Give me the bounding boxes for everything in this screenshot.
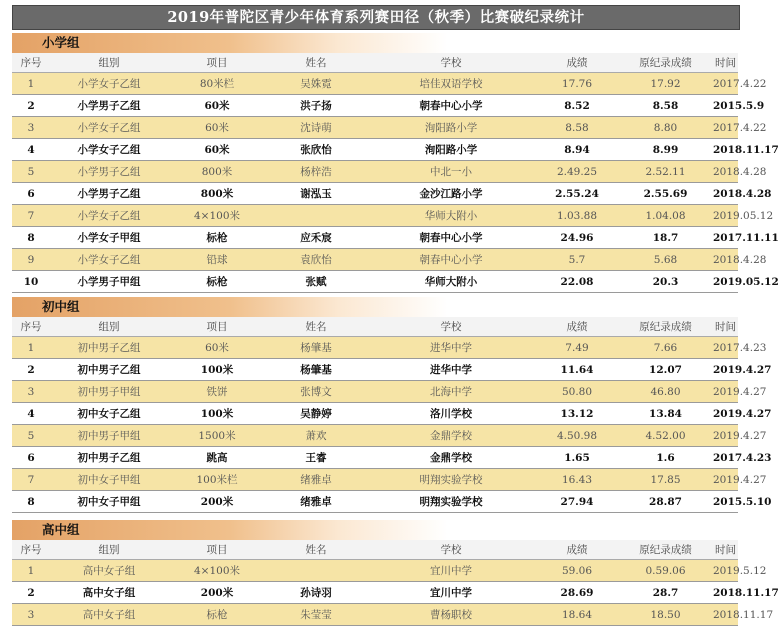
table-cell: 初中男子乙组 (50, 447, 168, 469)
table-cell: 2017.4.22 (713, 73, 738, 95)
table-cell: 18.7 (618, 227, 713, 249)
table-cell: 2 (12, 95, 50, 117)
table-cell: 宜川中学 (366, 582, 536, 604)
column-header: 序号 (12, 53, 50, 73)
table-cell: 1 (12, 337, 50, 359)
table-cell: 800米 (168, 161, 266, 183)
column-header: 原纪录成绩 (618, 540, 713, 560)
table-cell: 18.64 (536, 604, 618, 626)
table-row (12, 249, 738, 271)
table-cell: 8.58 (618, 95, 713, 117)
table-cell: 明翔实验学校 (366, 469, 536, 491)
table-cell: 跳高 (168, 447, 266, 469)
table-cell: 金鼎学校 (366, 447, 536, 469)
column-header: 姓名 (266, 540, 366, 560)
table-cell: 3 (12, 117, 50, 139)
table-cell: 1.03.88 (536, 205, 618, 227)
table-cell: 2017.4.23 (713, 447, 738, 469)
table-cell: 28.69 (536, 582, 618, 604)
table-cell: 8.94 (536, 139, 618, 161)
table-cell: 小学男子乙组 (50, 161, 168, 183)
column-header: 原纪录成绩 (618, 53, 713, 73)
table-cell: 袁欣怡 (266, 249, 366, 271)
table-cell: 华师大附小 (366, 271, 536, 293)
table-cell: 5.68 (618, 249, 713, 271)
table-cell: 进华中学 (366, 359, 536, 381)
table-cell: 59.06 (536, 560, 618, 582)
table-cell: 1.6 (618, 447, 713, 469)
table-cell: 60米 (168, 139, 266, 161)
table-cell: 2018.11.17 (713, 604, 738, 626)
table-cell: 标枪 (168, 271, 266, 293)
section-label: 小学组 (12, 33, 738, 53)
table-cell: 8 (12, 227, 50, 249)
table-row (12, 161, 738, 183)
table-cell: 小学男子乙组 (50, 95, 168, 117)
table-row (12, 491, 738, 513)
table-cell: 洵阳路小学 (366, 139, 536, 161)
table-cell: 小学女子乙组 (50, 139, 168, 161)
table-cell: 初中男子乙组 (50, 359, 168, 381)
records-table (12, 53, 779, 293)
column-header: 时间 (713, 317, 738, 337)
table-cell: 洛川学校 (366, 403, 536, 425)
table-cell: 北海中学 (366, 381, 536, 403)
table-cell: 4×100米 (168, 560, 266, 582)
table-row (12, 560, 738, 582)
table-cell: 高中女子组 (50, 582, 168, 604)
header-row (12, 540, 738, 560)
page-title: 2019年普陀区青少年体育系列赛田径（秋季）比赛破纪录统计 (12, 5, 740, 30)
table-cell: 1500米 (168, 425, 266, 447)
column-header: 学校 (366, 317, 536, 337)
table-cell: 沈诗萌 (266, 117, 366, 139)
column-header: 姓名 (266, 53, 366, 73)
table-row (12, 469, 738, 491)
column-header: 序号 (12, 540, 50, 560)
table-cell: 2018.4.28 (713, 183, 738, 205)
table-cell: 小学女子乙组 (50, 205, 168, 227)
table-cell: 2.49.25 (536, 161, 618, 183)
column-header: 组别 (50, 317, 168, 337)
table-cell: 铁饼 (168, 381, 266, 403)
column-header: 姓名 (266, 317, 366, 337)
section-label: 初中组 (12, 297, 738, 317)
table-cell: 17.92 (618, 73, 713, 95)
table-cell: 1.04.08 (618, 205, 713, 227)
table-cell: 杨肇基 (266, 359, 366, 381)
column-header: 学校 (366, 540, 536, 560)
table-cell: 初中男子乙组 (50, 337, 168, 359)
table-cell: 11.64 (536, 359, 618, 381)
records-table (12, 540, 779, 626)
table-cell: 2.55.24 (536, 183, 618, 205)
table-cell: 张欣怡 (266, 139, 366, 161)
table-cell: 培佳双语学校 (366, 73, 536, 95)
table-cell: 2018.4.28 (713, 161, 738, 183)
table-cell: 28.87 (618, 491, 713, 513)
table-cell: 小学女子甲组 (50, 227, 168, 249)
table-cell: 2018.4.28 (713, 249, 738, 271)
table-cell: 绪雅卓 (266, 491, 366, 513)
table-cell: 22.08 (536, 271, 618, 293)
column-header: 序号 (12, 317, 50, 337)
table-cell: 9 (12, 249, 50, 271)
table-cell: 朱莹莹 (266, 604, 366, 626)
table-row (12, 271, 738, 293)
table-cell: 2018.11.17 (713, 582, 738, 604)
column-header: 学校 (366, 53, 536, 73)
table-cell: 10 (12, 271, 50, 293)
table-cell: 60米 (168, 337, 266, 359)
table-cell: 24.96 (536, 227, 618, 249)
table-cell: 3 (12, 604, 50, 626)
table-cell: 7 (12, 469, 50, 491)
table-cell: 46.80 (618, 381, 713, 403)
table-cell: 应禾宸 (266, 227, 366, 249)
table-cell: 朝春中心小学 (366, 249, 536, 271)
table-cell: 华师大附小 (366, 205, 536, 227)
table-cell: 进华中学 (366, 337, 536, 359)
table-cell: 小学女子乙组 (50, 249, 168, 271)
table-cell: 金鼎学校 (366, 425, 536, 447)
column-header: 项目 (168, 317, 266, 337)
table-cell: 标枪 (168, 604, 266, 626)
table-cell: 张博文 (266, 381, 366, 403)
table-cell: 2.55.69 (618, 183, 713, 205)
table-cell: 2017.11.11 (713, 227, 738, 249)
column-header: 成绩 (536, 540, 618, 560)
table-cell: 200米 (168, 491, 266, 513)
table-cell: 17.85 (618, 469, 713, 491)
records-table (12, 317, 772, 513)
column-header: 时间 (713, 540, 738, 560)
table-cell: 200米 (168, 582, 266, 604)
table-row (12, 73, 738, 95)
table-cell: 萧欢 (266, 425, 366, 447)
table-cell: 27.94 (536, 491, 618, 513)
table-cell: 中北一小 (366, 161, 536, 183)
table-cell (266, 205, 366, 227)
table-row (12, 139, 738, 161)
table-cell: 6 (12, 183, 50, 205)
table-cell: 4.52.00 (618, 425, 713, 447)
table-cell: 初中男子甲组 (50, 381, 168, 403)
header-row (12, 317, 738, 337)
table-cell: 初中女子甲组 (50, 491, 168, 513)
table-cell: 4 (12, 403, 50, 425)
table-cell: 标枪 (168, 227, 266, 249)
table-cell: 2015.5.9 (713, 95, 738, 117)
column-header: 组别 (50, 540, 168, 560)
table-cell: 100米 (168, 359, 266, 381)
table-cell: 洵阳路小学 (366, 117, 536, 139)
table-cell: 吴静婷 (266, 403, 366, 425)
table-cell: 20.3 (618, 271, 713, 293)
table-cell: 洪子扬 (266, 95, 366, 117)
table-cell: 1.65 (536, 447, 618, 469)
table-cell: 5.7 (536, 249, 618, 271)
table-cell: 7.66 (618, 337, 713, 359)
table-row (12, 117, 738, 139)
table-cell: 2019.4.27 (713, 425, 738, 447)
table-cell: 2019.4.27 (713, 381, 738, 403)
table-row (12, 381, 738, 403)
table-cell: 18.50 (618, 604, 713, 626)
table-cell: 小学女子乙组 (50, 117, 168, 139)
column-header: 组别 (50, 53, 168, 73)
column-header: 成绩 (536, 317, 618, 337)
table-cell: 8.99 (618, 139, 713, 161)
table-cell: 铅球 (168, 249, 266, 271)
table-cell: 2017.4.23 (713, 337, 738, 359)
section-1 (12, 33, 779, 293)
table-cell: 7 (12, 205, 50, 227)
column-header: 时间 (713, 53, 738, 73)
table-cell: 1 (12, 560, 50, 582)
table-row (12, 604, 738, 626)
table-cell: 杨肇基 (266, 337, 366, 359)
table-cell: 100米 (168, 403, 266, 425)
table-cell: 4.50.98 (536, 425, 618, 447)
table-cell: 2 (12, 359, 50, 381)
table-cell: 2017.4.22 (713, 117, 738, 139)
table-cell: 王睿 (266, 447, 366, 469)
table-cell: 4×100米 (168, 205, 266, 227)
table-row (12, 337, 738, 359)
table-cell: 13.12 (536, 403, 618, 425)
table-cell: 宜川中学 (366, 560, 536, 582)
table-cell: 13.84 (618, 403, 713, 425)
table-cell: 2015.5.10 (713, 491, 738, 513)
table-cell: 2019.05.12 (713, 205, 738, 227)
table-cell: 17.76 (536, 73, 618, 95)
table-row (12, 205, 738, 227)
table-row (12, 183, 738, 205)
table-cell: 小学女子乙组 (50, 73, 168, 95)
table-cell: 初中男子甲组 (50, 425, 168, 447)
column-header: 成绩 (536, 53, 618, 73)
table-row (12, 227, 738, 249)
table-row (12, 425, 738, 447)
table-cell: 2019.4.27 (713, 359, 738, 381)
table-cell: 16.43 (536, 469, 618, 491)
table-cell: 50.80 (536, 381, 618, 403)
table-row (12, 403, 738, 425)
table-cell: 朝春中心小学 (366, 95, 536, 117)
table-cell (266, 560, 366, 582)
table-cell: 60米 (168, 95, 266, 117)
table-cell: 金沙江路小学 (366, 183, 536, 205)
table-cell: 小学男子甲组 (50, 271, 168, 293)
section-label: 高中组 (12, 520, 738, 540)
table-cell: 小学男子乙组 (50, 183, 168, 205)
table-cell: 孙诗羽 (266, 582, 366, 604)
table-cell: 7.49 (536, 337, 618, 359)
table-cell: 1 (12, 73, 50, 95)
table-cell: 2.52.11 (618, 161, 713, 183)
table-cell: 2019.4.27 (713, 403, 738, 425)
table-cell: 0.59.06 (618, 560, 713, 582)
table-cell: 8.58 (536, 117, 618, 139)
table-cell: 朝春中心小学 (366, 227, 536, 249)
table-cell: 3 (12, 381, 50, 403)
table-cell: 100米栏 (168, 469, 266, 491)
section-3 (12, 520, 779, 626)
table-cell: 6 (12, 447, 50, 469)
table-cell: 张赋 (266, 271, 366, 293)
table-cell: 800米 (168, 183, 266, 205)
table-cell: 8.52 (536, 95, 618, 117)
table-cell: 谢泓玉 (266, 183, 366, 205)
table-cell: 8.80 (618, 117, 713, 139)
table-cell: 4 (12, 139, 50, 161)
table-cell: 初中女子乙组 (50, 403, 168, 425)
column-header: 项目 (168, 540, 266, 560)
table-cell: 绪雅卓 (266, 469, 366, 491)
table-row (12, 359, 738, 381)
column-header: 原纪录成绩 (618, 317, 713, 337)
table-cell: 5 (12, 161, 50, 183)
table-cell: 杨梓浩 (266, 161, 366, 183)
table-cell: 2019.4.27 (713, 469, 738, 491)
table-cell: 吴姝霓 (266, 73, 366, 95)
section-2 (12, 297, 772, 513)
column-header: 项目 (168, 53, 266, 73)
table-cell: 5 (12, 425, 50, 447)
table-row (12, 582, 738, 604)
table-cell: 高中女子组 (50, 604, 168, 626)
header-row (12, 53, 738, 73)
table-cell: 高中女子组 (50, 560, 168, 582)
table-cell: 2018.11.17 (713, 139, 738, 161)
table-cell: 80米栏 (168, 73, 266, 95)
table-cell: 明翔实验学校 (366, 491, 536, 513)
table-cell: 2019.5.12 (713, 560, 738, 582)
table-cell: 28.7 (618, 582, 713, 604)
table-cell: 2019.05.12 (713, 271, 738, 293)
table-cell: 初中女子甲组 (50, 469, 168, 491)
table-row (12, 447, 738, 469)
table-cell: 12.07 (618, 359, 713, 381)
table-cell: 8 (12, 491, 50, 513)
table-cell: 60米 (168, 117, 266, 139)
table-row (12, 95, 738, 117)
table-cell: 曹杨职校 (366, 604, 536, 626)
table-cell: 2 (12, 582, 50, 604)
